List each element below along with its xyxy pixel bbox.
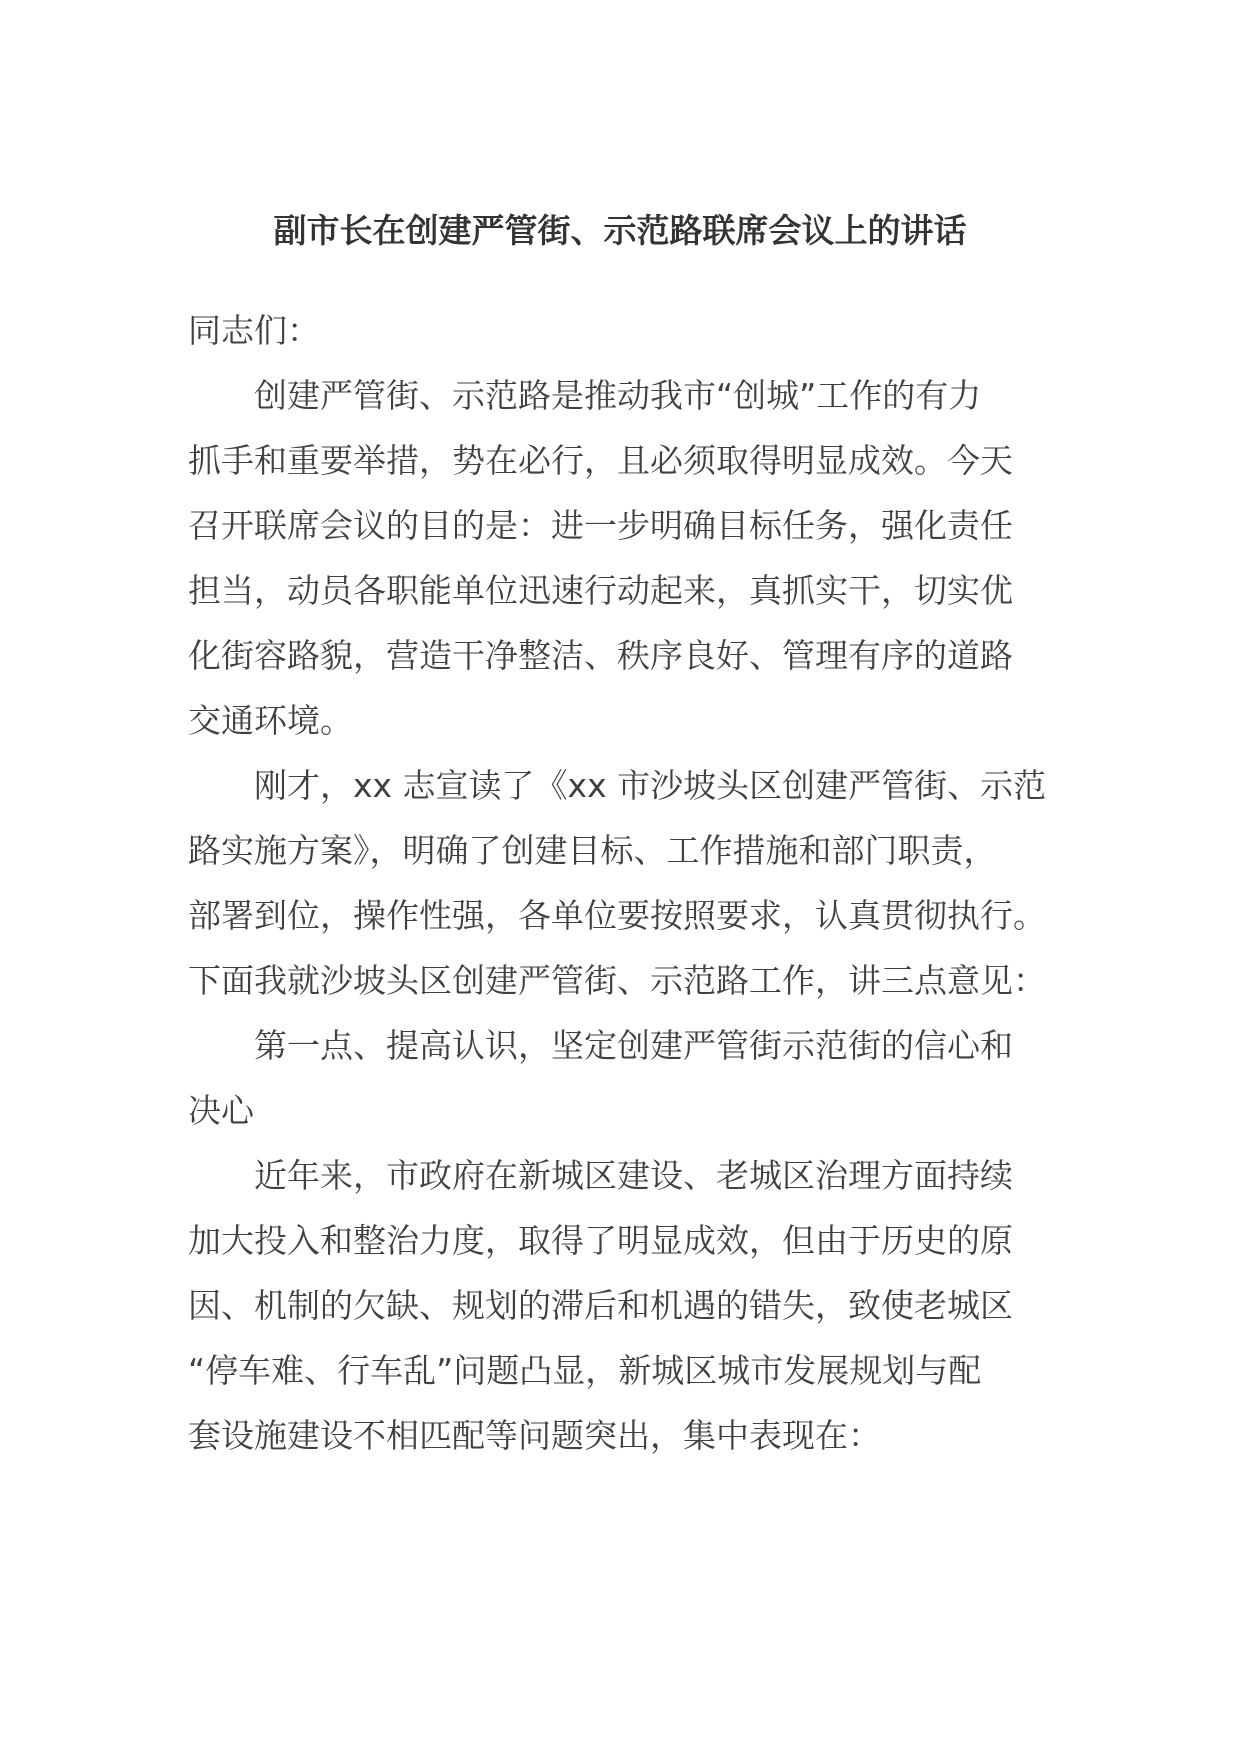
document-body bbox=[188, 298, 1088, 1468]
paragraph-1 bbox=[188, 363, 1088, 753]
paragraph-line: 交通环境。 bbox=[188, 701, 353, 740]
paragraph-line: 路实施方案》，明确了创建目标、工作措施和部门职责， bbox=[188, 831, 997, 870]
paragraph-line: 近年来，市政府在新城区建设、老城区治理方面持续 bbox=[254, 1156, 1013, 1195]
paragraph-line: 抓手和重要举措，势在必行，且必须取得明显成效。今天 bbox=[188, 441, 1013, 480]
paragraph-line: “停车难、行车乱”问题凸显，新城区城市发展规划与配 bbox=[188, 1351, 982, 1390]
heading-line: 决心 bbox=[188, 1091, 254, 1130]
paragraph-line: 召开联席会议的目的是：进一步明确目标任务，强化责任 bbox=[188, 506, 1013, 545]
paragraph-3 bbox=[188, 1143, 1088, 1468]
section-heading-1 bbox=[188, 1013, 1088, 1143]
paragraph-line: 下面我就沙坡头区创建严管街、示范路工作，讲三点意见： bbox=[188, 961, 1046, 1000]
salutation: 同志们： bbox=[188, 311, 320, 350]
paragraph-line: 担当，动员各职能单位迅速行动起来，真抓实干，切实优 bbox=[188, 571, 1013, 610]
paragraph-line: 部署到位，操作性强，各单位要按照要求，认真贯彻执行。 bbox=[188, 896, 1046, 935]
heading-line: 第一点、提高认识，坚定创建严管街示范街的信心和 bbox=[254, 1026, 1013, 1065]
paragraph-2 bbox=[188, 753, 1088, 1013]
page-title: 副市长在创建严管街、示范路联席会议上的讲话 bbox=[273, 211, 967, 250]
paragraph-line: 创建严管街、示范路是推动我市“创城”工作的有力 bbox=[254, 376, 982, 415]
paragraph-line: 刚才，xx 志宣读了《xx 市沙坡头区创建严管街、示范 bbox=[254, 766, 1047, 805]
paragraph-line: 因、机制的欠缺、规划的滞后和机遇的错失，致使老城区 bbox=[188, 1286, 1013, 1325]
paragraph-line: 化街容路貌，营造干净整洁、秩序良好、管理有序的道路 bbox=[188, 636, 1013, 675]
paragraph-line: 加大投入和整治力度，取得了明显成效，但由于历史的原 bbox=[188, 1221, 1013, 1260]
paragraph-line: 套设施建设不相匹配等问题突出，集中表现在： bbox=[188, 1416, 881, 1455]
